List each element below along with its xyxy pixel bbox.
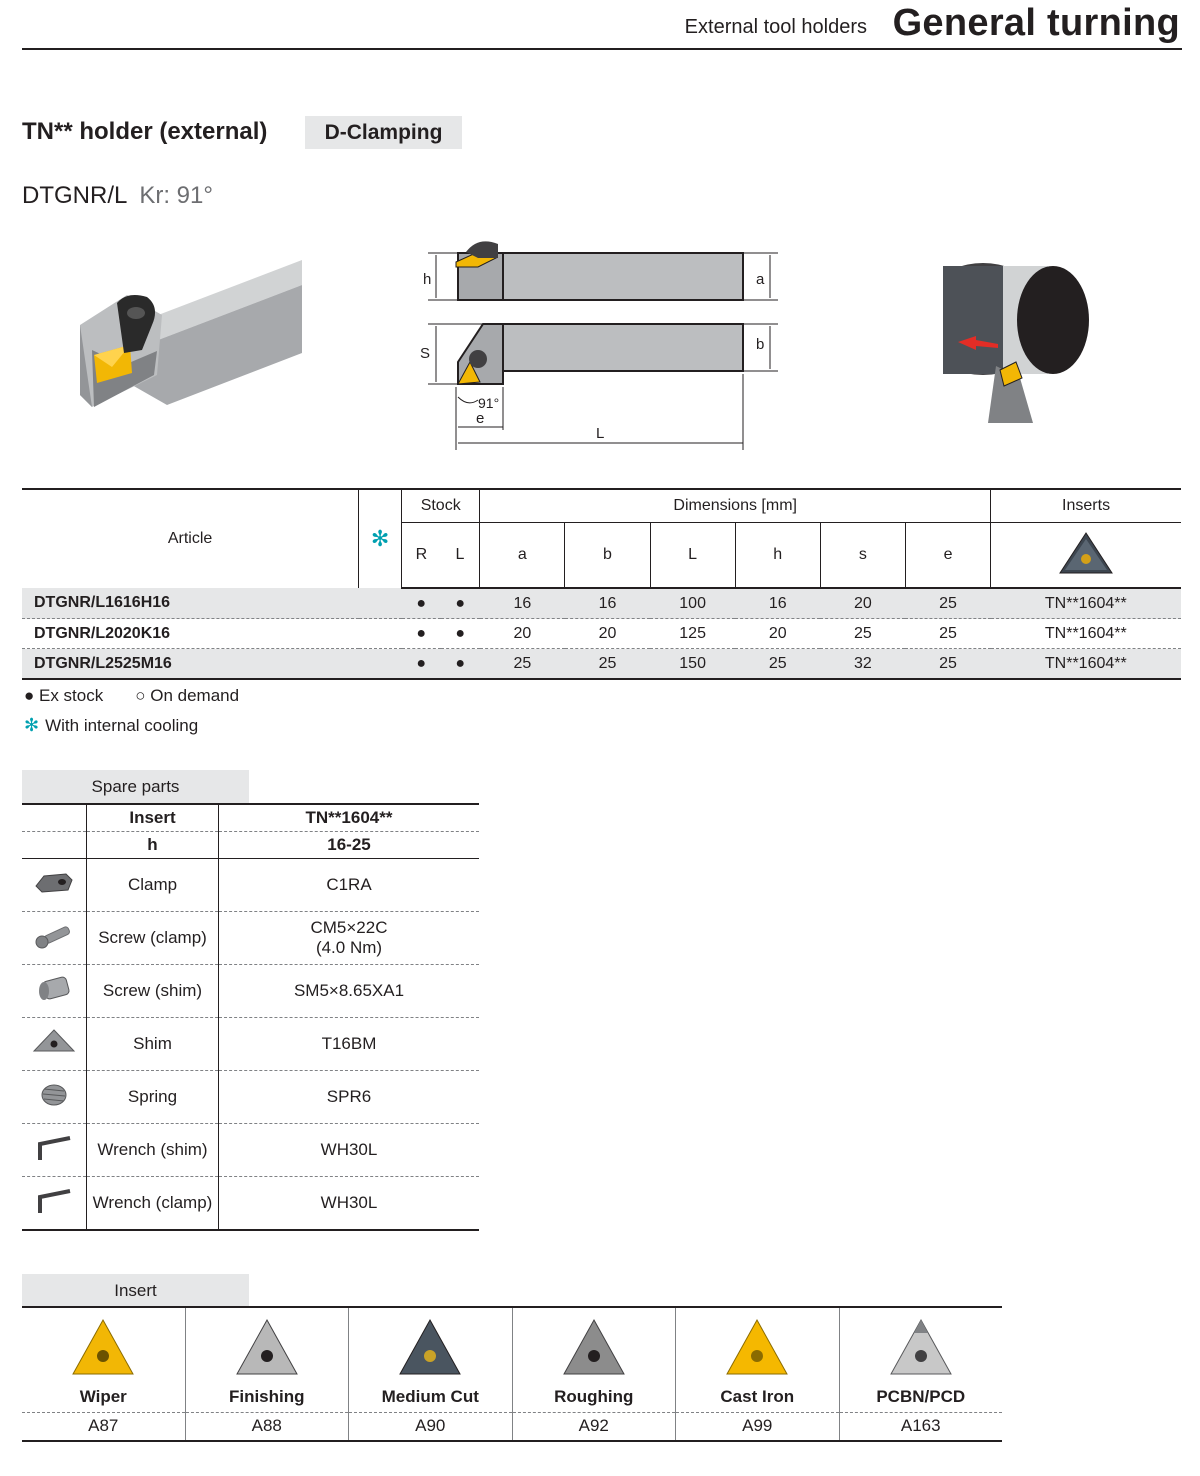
col-r: R: [402, 523, 441, 589]
article-code: DTGNR/L1616H16: [22, 588, 359, 619]
wiper-insert-icon: [70, 1316, 136, 1380]
dim-a: 16: [480, 588, 565, 619]
insert-code: A163: [840, 1412, 1003, 1439]
insert-card: [348, 1308, 512, 1440]
spare-part-row: [22, 1124, 479, 1177]
col-b: b: [565, 523, 650, 589]
part-code: T16BM: [219, 1018, 480, 1071]
stock-r: ●: [402, 619, 441, 649]
col-article: Article: [22, 489, 359, 588]
insert-card: [839, 1308, 1003, 1440]
insert-card: [22, 1308, 185, 1440]
stock-l: ●: [441, 649, 480, 680]
dim-b: 20: [565, 619, 650, 649]
article-code: DTGNR/L2525M16: [22, 649, 359, 680]
dim-s: 20: [820, 588, 905, 619]
col-a: a: [480, 523, 565, 589]
article-table: [22, 488, 1181, 680]
col-stock: Stock: [402, 489, 480, 523]
dim-s: 25: [820, 619, 905, 649]
table-row: [22, 649, 1181, 680]
dim-a: 20: [480, 619, 565, 649]
spare-parts-title: Spare parts: [22, 770, 249, 803]
insert-name: Wiper: [79, 1387, 127, 1406]
header-rule: [22, 48, 1182, 50]
screw-shim-icon: [32, 973, 76, 1005]
col-dimensions: Dimensions [mm]: [480, 489, 991, 523]
dim-a: 25: [480, 649, 565, 680]
stock-legend: [24, 686, 271, 706]
dim-angle-label: 91°: [478, 395, 500, 411]
spare-header-insert-value: TN**1604**: [219, 804, 480, 832]
part-code: SM5×8.65XA1: [219, 965, 480, 1018]
col-inserts: Inserts: [991, 489, 1181, 523]
dim-h: 25: [735, 649, 820, 680]
part-name: Clamp: [87, 859, 219, 912]
clamp-icon: [32, 870, 76, 896]
dim-L: 150: [650, 649, 735, 680]
part-name: Spring: [87, 1071, 219, 1124]
tool-holder-image: [72, 255, 307, 415]
insert-name: Medium Cut: [381, 1387, 479, 1406]
insert-name: Finishing: [228, 1387, 305, 1406]
dim-b: 25: [565, 649, 650, 680]
legend-on-demand: ○ On demand: [135, 686, 240, 705]
insert-card: [185, 1308, 349, 1440]
shim-icon: [32, 1027, 76, 1057]
dimension-drawing: [418, 222, 783, 454]
insert-card: [512, 1308, 676, 1440]
clamping-badge: D-Clamping: [305, 116, 462, 149]
part-name: Screw (shim): [87, 965, 219, 1018]
part-torque: (4.0 Nm): [315, 938, 383, 957]
stock-r: ●: [402, 649, 441, 680]
spare-header-h: h: [87, 832, 219, 859]
insert-image-cell: [991, 523, 1181, 589]
insert-section-title: Insert: [22, 1274, 249, 1307]
dim-e: 25: [905, 619, 990, 649]
cooling-legend: [24, 715, 198, 736]
col-length: L: [650, 523, 735, 589]
dim-h: 20: [735, 619, 820, 649]
insert-name: PCBN/PCD: [876, 1387, 966, 1406]
legend-ex-stock: ● Ex stock: [24, 686, 104, 705]
insert-code: TN**1604**: [991, 649, 1181, 680]
insert-code: A87: [22, 1412, 185, 1439]
insert-code: A90: [349, 1412, 512, 1439]
dim-L: 100: [650, 588, 735, 619]
insert-name: Roughing: [554, 1387, 634, 1406]
spare-part-row: [22, 1018, 479, 1071]
part-code: WH30L: [219, 1124, 480, 1177]
kr-angle: Kr: 91°: [139, 182, 213, 209]
spare-part-row: [22, 965, 479, 1018]
spare-header-insert: Insert: [87, 804, 219, 832]
wrench-icon: [32, 1185, 76, 1217]
dim-s-label: S: [420, 345, 431, 362]
spare-part-row: [22, 1177, 479, 1231]
dim-L: 125: [650, 619, 735, 649]
finishing-insert-icon: [234, 1316, 300, 1380]
part-name: Screw (clamp): [87, 912, 219, 965]
insert-code: TN**1604**: [991, 588, 1181, 619]
article-code: DTGNR/L2020K16: [22, 619, 359, 649]
dim-e: 25: [905, 588, 990, 619]
spare-part-row: [22, 859, 479, 912]
cooling-legend-icon: ✻: [24, 715, 40, 735]
cast-iron-insert-icon: [724, 1316, 790, 1380]
pcbn-pcd-insert-icon: [888, 1316, 954, 1380]
insert-code: TN**1604**: [991, 619, 1181, 649]
table-row: [22, 619, 1181, 649]
col-e: e: [905, 523, 990, 589]
screw-clamp-icon: [32, 921, 76, 951]
product-title: TN** holder (external): [22, 118, 268, 145]
stock-l: ●: [441, 588, 480, 619]
stock-r: ●: [402, 588, 441, 619]
wrench-icon: [32, 1132, 76, 1164]
dim-s: 32: [820, 649, 905, 680]
part-code: SPR6: [219, 1071, 480, 1124]
insert-code: A92: [513, 1412, 676, 1439]
product-model: [22, 182, 213, 210]
insert-name: Cast Iron: [720, 1387, 795, 1406]
stock-l: ●: [441, 619, 480, 649]
dim-L-label: L: [596, 425, 605, 442]
dim-a-label: a: [756, 271, 765, 288]
insert-grid: [22, 1306, 1002, 1442]
part-code: [219, 912, 480, 965]
part-name: Wrench (clamp): [87, 1177, 219, 1231]
insert-code: A88: [186, 1412, 349, 1439]
dim-e: 25: [905, 649, 990, 680]
table-row: [22, 588, 1181, 619]
insert-card: [675, 1308, 839, 1440]
dim-b-label: b: [756, 336, 765, 353]
part-name: Wrench (shim): [87, 1124, 219, 1177]
dim-b: 16: [565, 588, 650, 619]
col-l: L: [441, 523, 480, 589]
part-code: C1RA: [219, 859, 480, 912]
cooling-legend-text: With internal cooling: [45, 716, 199, 735]
medium-cut-insert-icon: [397, 1316, 463, 1380]
spare-parts-table: [22, 803, 479, 1231]
dim-h-label: h: [423, 271, 432, 288]
header-subtitle: External tool holders: [684, 16, 867, 38]
roughing-insert-icon: [561, 1316, 627, 1380]
model-code: DTGNR/L: [22, 182, 128, 209]
spare-part-row: [22, 912, 479, 965]
col-s: s: [820, 523, 905, 589]
col-h: h: [735, 523, 820, 589]
spare-part-row: [22, 1071, 479, 1124]
dim-h: 16: [735, 588, 820, 619]
part-name: Shim: [87, 1018, 219, 1071]
spare-header-h-value: 16-25: [219, 832, 480, 859]
cooling-icon: ✻: [359, 489, 402, 588]
spring-icon: [32, 1079, 76, 1111]
dim-e-label: e: [476, 410, 485, 427]
tn-insert-icon: [1058, 529, 1114, 577]
insert-code: A99: [676, 1412, 839, 1439]
part-code: WH30L: [219, 1177, 480, 1231]
header-title: General turning: [892, 2, 1180, 44]
part-code-line1: CM5×22C: [310, 918, 388, 937]
machining-illustration: [938, 258, 1093, 426]
